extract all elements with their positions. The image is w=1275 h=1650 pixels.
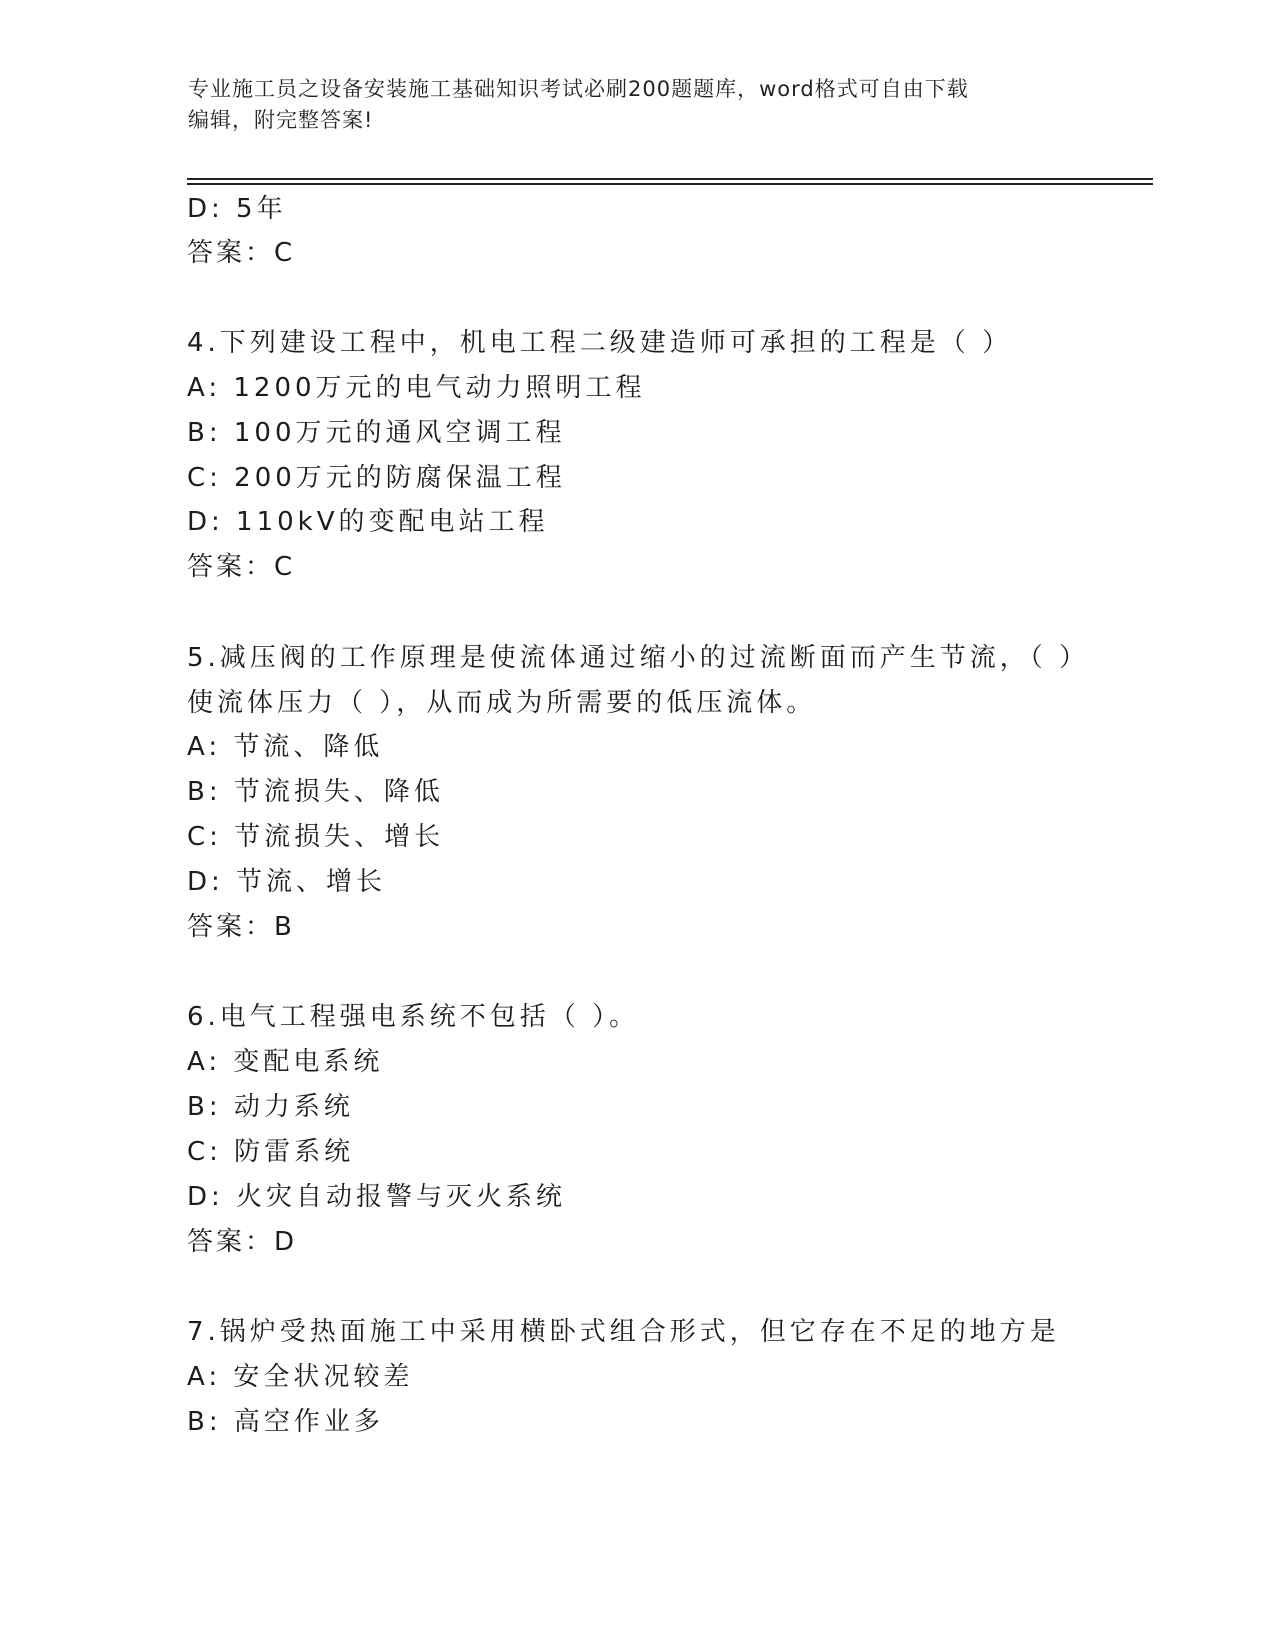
question-5-answer: 答案：B: [187, 912, 295, 942]
header-line-1: 专业施工员之设备安装施工基础知识考试必刷200题题库，word格式可自由下载: [188, 77, 969, 101]
header-line-2: 编辑，附完整答案!: [188, 108, 374, 132]
question-5-option-d: D: 节流、增长: [187, 867, 387, 897]
question-6-option-a: A: 变配电系统: [187, 1047, 384, 1077]
question-4-option-b: B: 100万元的通风空调工程: [187, 418, 566, 448]
question-7-text: 7.锅炉受热面施工中采用横卧式组合形式，但它存在不足的地方是: [187, 1317, 1060, 1347]
question-3-answer: 答案：C: [187, 238, 296, 268]
question-7-option-a: A: 安全状况较差: [187, 1362, 414, 1392]
document-header: [188, 74, 1068, 136]
question-6-option-d: D: 火灾自动报警与灭火系统: [187, 1182, 567, 1212]
question-6-answer: 答案：D: [187, 1227, 298, 1257]
header-divider-top: [187, 178, 1153, 180]
question-5-text-line-1: 5.减压阀的工作原理是使流体通过缩小的过流断面而产生节流，（ ）: [187, 643, 1090, 673]
question-6-text: 6.电气工程强电系统不包括（ ）。: [187, 1002, 640, 1032]
question-4-text: 4.下列建设工程中，机电工程二级建造师可承担的工程是（ ）: [187, 328, 1013, 358]
question-5-option-b: B: 节流损失、降低: [187, 777, 444, 807]
question-4-answer: 答案：C: [187, 552, 296, 582]
question-4-option-c: C: 200万元的防腐保温工程: [187, 463, 566, 493]
question-5-option-a: A: 节流、降低: [187, 732, 384, 762]
question-5-option-c: C: 节流损失、增长: [187, 822, 445, 852]
question-5-text-line-2: 使流体压力（ ），从而成为所需要的低压流体。: [187, 688, 817, 718]
question-6-option-b: B: 动力系统: [187, 1092, 354, 1122]
header-divider-bottom: [187, 183, 1153, 185]
question-7-option-b: B: 高空作业多: [187, 1407, 384, 1437]
question-4-option-d: D: 110kV的变配电站工程: [187, 507, 549, 537]
question-3-option-d: D: 5年: [187, 194, 287, 224]
question-4-option-a: A: 1200万元的电气动力照明工程: [187, 373, 646, 403]
question-6-option-c: C: 防雷系统: [187, 1137, 355, 1167]
